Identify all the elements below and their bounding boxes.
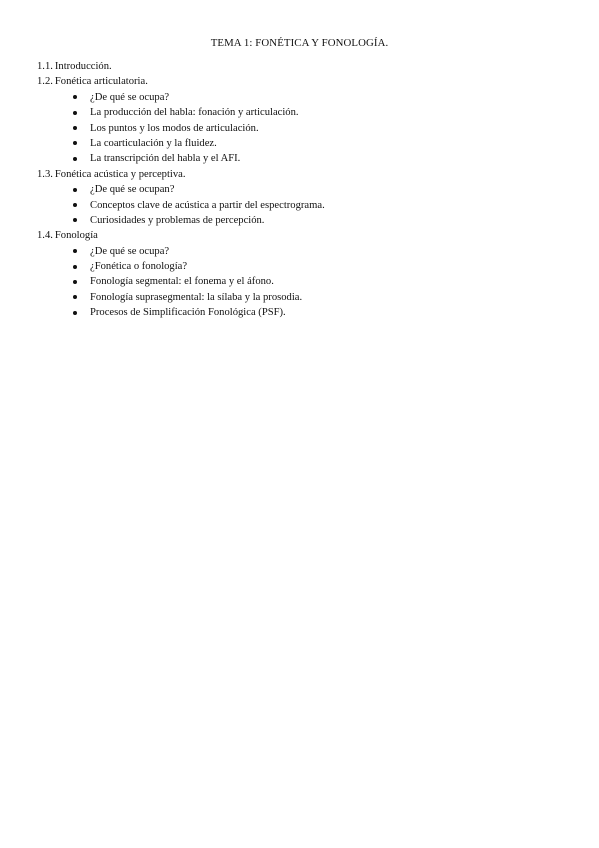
- list-item-text: ¿De qué se ocupa?: [90, 245, 170, 257]
- bullet-icon: [73, 188, 77, 192]
- bullet-icon: [73, 295, 77, 299]
- section-heading: [37, 228, 577, 243]
- bullet-list: [37, 90, 577, 167]
- bullet-icon: [73, 141, 77, 145]
- list-item-text: ¿Fonética o fonología?: [90, 261, 188, 273]
- list-item-text: ¿De qué se ocupan?: [90, 184, 175, 196]
- bullet-list: [37, 244, 577, 321]
- list-item-text: Los puntos y los modos de articulación.: [90, 122, 259, 134]
- section-title: Fonética acústica y perceptiva.: [54, 168, 186, 180]
- list-item: [37, 274, 577, 289]
- bullet-list: [37, 182, 577, 228]
- bullet-icon: [73, 111, 77, 115]
- bullet-icon: [73, 126, 77, 130]
- section-title: Introducción.: [54, 61, 112, 72]
- list-item: [37, 198, 577, 213]
- section-1-3: [37, 167, 577, 229]
- section-number: 1.2.: [37, 76, 53, 88]
- list-item-text: Fonología suprasegmental: la sílaba y la prosodia.: [90, 291, 303, 303]
- section-heading: [37, 59, 577, 74]
- list-item: [37, 151, 577, 166]
- bullet-icon: [73, 265, 77, 269]
- bullet-icon: [73, 157, 77, 161]
- list-item-text: Procesos de Simplificación Fonológica (PSF).: [90, 307, 286, 319]
- topic-outline: [37, 59, 577, 321]
- section-heading: [37, 167, 577, 182]
- bullet-icon: [73, 311, 77, 315]
- section-heading: [37, 74, 577, 89]
- list-item-text: ¿De qué se ocupa?: [90, 91, 170, 103]
- list-item-text: La coarticulación y la fluidez.: [90, 137, 217, 149]
- section-number: 1.1.: [37, 61, 53, 72]
- bullet-icon: [73, 95, 77, 99]
- bullet-icon: [73, 203, 77, 207]
- list-item: [37, 136, 577, 151]
- section-1-2: [37, 74, 577, 166]
- list-item-text: La transcripción del habla y el AFI.: [90, 153, 241, 165]
- section-number: 1.4.: [37, 230, 53, 242]
- list-item: [37, 213, 577, 228]
- section-title: Fonología: [54, 230, 98, 242]
- list-item: [37, 182, 577, 197]
- list-item: [37, 305, 577, 320]
- section-1-4: [37, 228, 577, 320]
- list-item-text: La producción del habla: fonación y articulación.: [90, 107, 299, 119]
- list-item: [37, 105, 577, 120]
- list-item: [37, 121, 577, 136]
- bullet-icon: [73, 249, 77, 253]
- list-item-text: Conceptos clave de acústica a partir del espectrograma.: [90, 199, 325, 211]
- list-item-text: Fonología segmental: el fonema y el áfono.: [90, 276, 274, 288]
- document-title: TEMA 1: FONÉTICA Y FONOLOGÍA.: [210, 37, 389, 49]
- section-title: Fonética articulatoria.: [54, 76, 148, 88]
- list-item-text: Curiosidades y problemas de percepción.: [90, 214, 265, 226]
- bullet-icon: [73, 280, 77, 284]
- section-number: 1.3.: [37, 168, 53, 180]
- list-item: [37, 244, 577, 259]
- list-item: [37, 259, 577, 274]
- bullet-icon: [73, 218, 77, 222]
- section-1-1: [37, 59, 577, 74]
- list-item: [37, 90, 577, 105]
- list-item: [37, 290, 577, 305]
